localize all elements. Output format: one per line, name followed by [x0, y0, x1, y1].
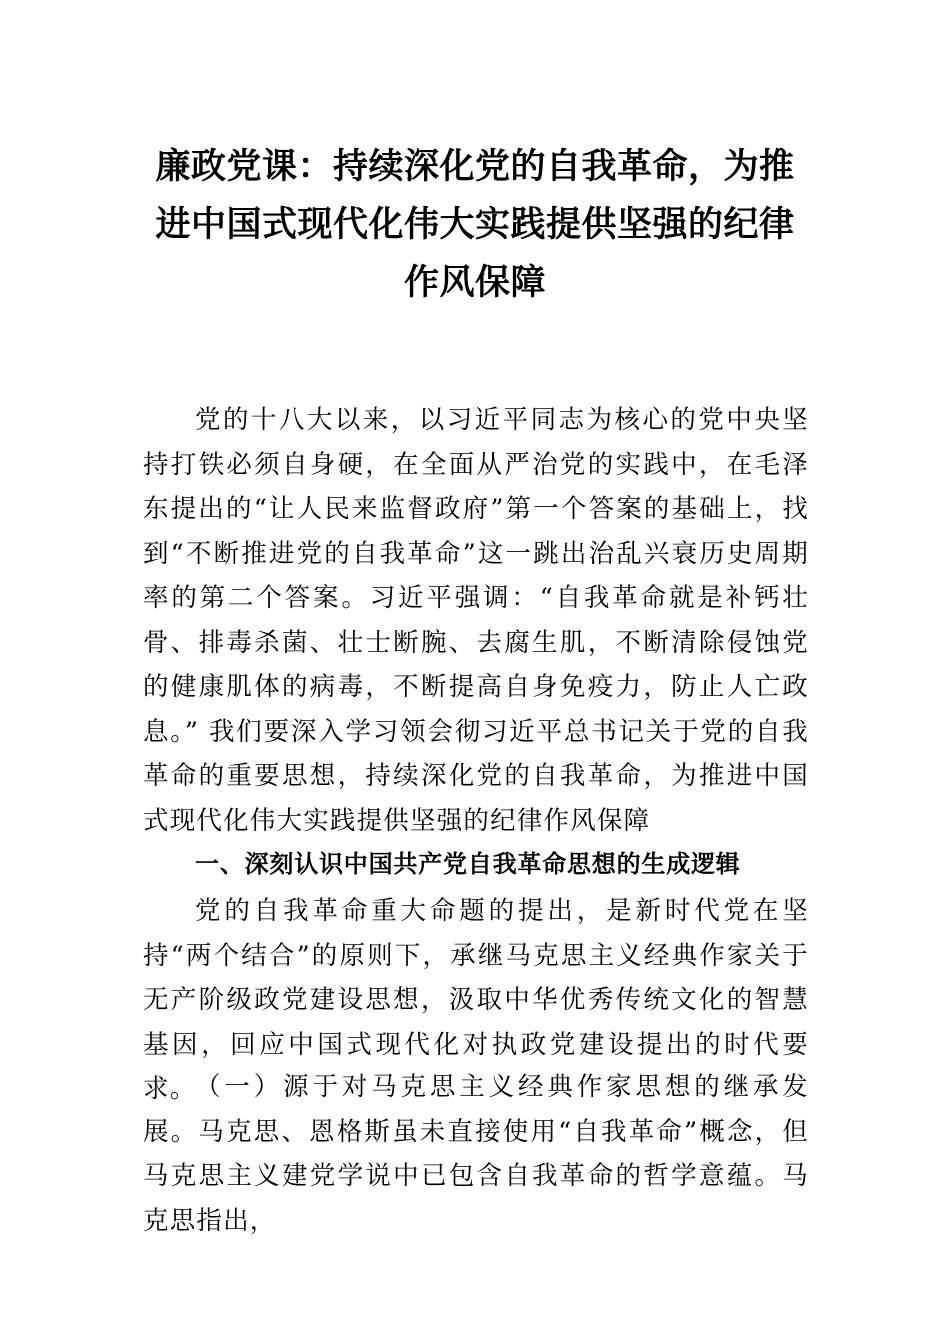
section-heading-1: 一、深刻认识中国共产党自我革命思想的生成逻辑 [195, 850, 741, 878]
paragraph-subsection-1: （一）源于对马克思主义经典作家思想的继承发展。马克思、恩格斯虽未直接使用“自我革命”概念，但马克思主义建党学说中已包含自我革命的哲学意蕴。马克思指出， [143, 1072, 809, 1236]
document-title: 廉政党课：持续深化党的自我革命，为推进中国式现代化伟大实践提供坚强的纪律作风保障 [155, 146, 795, 303]
paragraph-intro: 党的十八大以来，以习近平同志为核心的党中央坚持打铁必须自身硬，在全面从严治党的实践中，在毛泽东提出的“让人民来监督政府”第一个答案的基础上，找到“不断推进党的自我革命”这一跳出治乱兴衰历史周期率的第二个答案。习近平强调：“自我革命就是补钙壮骨、排毒杀菌、壮士断腕、去腐生肌，不断清除侵蚀党的健康肌体的病毒，不断提高自身免疫力，防止人亡政息。” 我们要深入学习领会彻习近平总书记关于党的自我革命的重要思想，持续深化党的自我革命，为推进中国式现代化伟大实践提供坚强的纪律作风保障 [143, 405, 809, 836]
paragraph-section-1: 党的自我革命重大命题的提出，是新时代党在坚持“两个结合”的原则下，承继马克思主义经典作家关于无产阶级政党建设思想，汲取中华优秀传统文化的智慧基因，回应中国式现代化对执政党建设提出的时代要求。 [143, 896, 809, 1104]
